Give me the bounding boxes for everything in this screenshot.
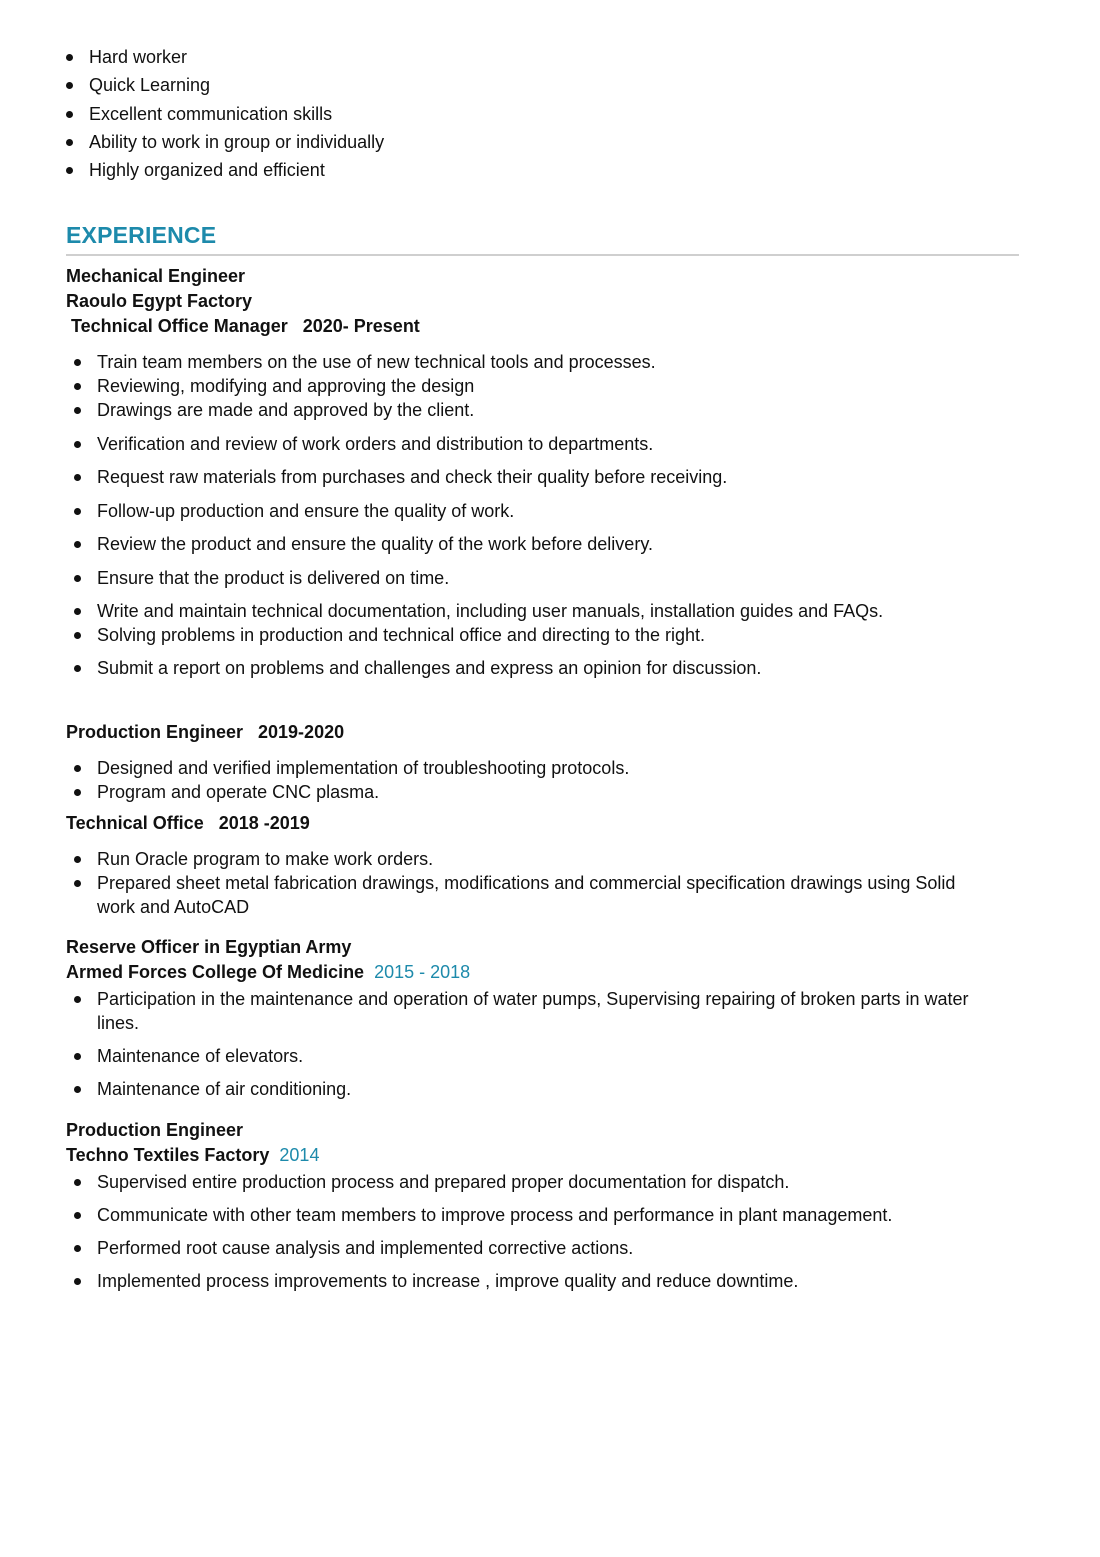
bullet-icon [74, 508, 81, 515]
bullet-icon [74, 407, 81, 414]
bullet-icon [74, 765, 81, 772]
job-dates: 2015 - 2018 [374, 962, 471, 982]
skill-item: Hard worker [66, 45, 384, 73]
section-divider [66, 254, 1019, 256]
section-heading-experience: EXPERIENCE [66, 222, 217, 248]
bullet-icon [74, 441, 81, 448]
job-bullets [66, 756, 629, 804]
job-header [66, 811, 310, 836]
role-line: Technical Office 2018 -2019 [66, 813, 310, 833]
bullet-icon [66, 111, 73, 118]
bullet-icon [66, 54, 73, 61]
bullet-icon [74, 1179, 81, 1186]
bullet-icon [66, 167, 73, 174]
bullet-icon [74, 474, 81, 481]
list-item: Implemented process improvements to increase , improve quality and reduce downtime. [66, 1269, 892, 1293]
company-line [66, 960, 470, 985]
list-item: Run Oracle program to make work orders. [66, 847, 955, 871]
job-title: Production Engineer [66, 1120, 244, 1140]
job-dates: 2014 [279, 1145, 320, 1165]
list-item: Follow-up production and ensure the quality of work. [66, 499, 883, 533]
job-header [66, 264, 420, 339]
list-item: Train team members on the use of new technical tools and processes. [66, 350, 883, 374]
bullet-icon [74, 1278, 81, 1285]
job-header [66, 935, 470, 985]
company-name: Raoulo Egypt Factory [66, 291, 253, 311]
bullet-icon [74, 383, 81, 390]
list-item: Prepared sheet metal fabrication drawings, modifications and commercial specification drawings using Solid [66, 871, 955, 895]
list-item-continuation: work and AutoCAD [97, 897, 250, 917]
list-item: Submit a report on problems and challenges and express an opinion for discussion. [66, 656, 883, 680]
bullet-icon [74, 608, 81, 615]
bullet-icon [66, 139, 73, 146]
list-item: Ensure that the product is delivered on time. [66, 566, 883, 599]
list-item: Solving problems in production and technical office and directing to the right. [66, 623, 883, 656]
bullet-icon [74, 359, 81, 366]
company-line [66, 1143, 319, 1168]
bullet-icon [74, 575, 81, 582]
list-item: Reviewing, modifying and approving the design [66, 374, 883, 398]
bullet-icon [66, 82, 73, 89]
job-title: Reserve Officer in Egyptian Army [66, 937, 352, 957]
bullet-icon [74, 665, 81, 672]
skill-item: Excellent communication skills [66, 102, 384, 130]
bullet-icon [74, 880, 81, 887]
bullet-icon [74, 789, 81, 796]
skill-item: Quick Learning [66, 73, 384, 101]
list-item: Performed root cause analysis and implemented corrective actions. [66, 1236, 892, 1269]
list-item: Participation in the maintenance and operation of water pumps, Supervising repairing of broken parts in water [66, 987, 969, 1011]
list-item: Communicate with other team members to improve process and performance in plant management. [66, 1203, 892, 1236]
skill-item: Ability to work in group or individually [66, 130, 384, 158]
list-item: Review the product and ensure the quality of the work before delivery. [66, 532, 883, 566]
list-item: Maintenance of elevators. [66, 1044, 969, 1077]
bullet-icon [74, 1245, 81, 1252]
skill-item: Highly organized and efficient [66, 158, 384, 186]
list-item: Designed and verified implementation of troubleshooting protocols. [66, 756, 629, 780]
bullet-icon [74, 1053, 81, 1060]
bullet-icon [74, 541, 81, 548]
bullet-icon [74, 1086, 81, 1093]
list-item: Maintenance of air conditioning. [66, 1077, 969, 1101]
list-item: Write and maintain technical documentation, including user manuals, installation guides and FAQs. [66, 599, 883, 623]
bullet-icon [74, 1212, 81, 1219]
bullet-icon [74, 996, 81, 1003]
job-bullets [66, 987, 969, 1101]
job-header [66, 1118, 319, 1168]
role-line: Technical Office Manager 2020- Present [66, 316, 420, 336]
list-item: Verification and review of work orders and distribution to departments. [66, 432, 883, 466]
job-bullets [66, 1170, 892, 1293]
job-bullets [66, 847, 955, 919]
list-item: Program and operate CNC plasma. [66, 780, 629, 804]
role-line: Production Engineer 2019-2020 [66, 722, 345, 742]
job-header [66, 720, 344, 745]
company-name: Techno Textiles Factory [66, 1145, 270, 1165]
bullet-icon [74, 856, 81, 863]
bullet-icon [74, 632, 81, 639]
job-bullets [66, 350, 883, 680]
skills-list [66, 45, 384, 186]
list-item-continuation: lines. [97, 1013, 140, 1033]
job-title: Mechanical Engineer [66, 266, 246, 286]
company-name: Armed Forces College Of Medicine [66, 962, 365, 982]
list-item: Drawings are made and approved by the client. [66, 398, 883, 432]
list-item: Supervised entire production process and prepared proper documentation for dispatch. [66, 1170, 892, 1203]
list-item: Request raw materials from purchases and check their quality before receiving. [66, 465, 883, 499]
